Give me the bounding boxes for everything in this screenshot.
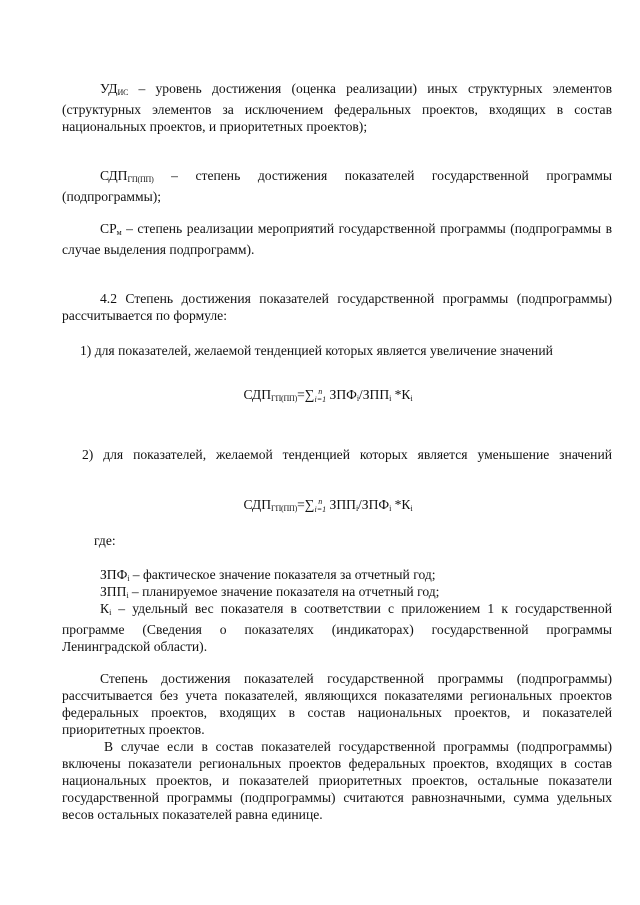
paragraph-equal-weights: В случае если в состав показателей государственной программы (подпрограммы) включены показатели региональных проектов федеральных проектов, входящих в состав национальных проектов, и показателей приоритетных проектов, остальные показатели государственной программы (подпрограммы) считаются равнозначными, сумма удельных весов остальных показателей равна единице.: [62, 739, 612, 822]
definition-ki: $К_i$ – удельный вес показателя в соответствии с приложением 1 к государственной программе (Сведения о показателях (индикаторах) государственной программы Ленинградской области).: [62, 601, 612, 654]
paragraph-sr-m: [62, 220, 612, 258]
definition-zpp: $ЗПП_i$ – планируемое значение показателя на отчетный год;: [100, 584, 440, 600]
definition-zpf: $ЗПФ_i$ – фактическое значение показателя за отчетный год;: [100, 567, 436, 583]
formula-increase: $СДП_{ГП(ПП)}=\sum$ n i=1 $ЗПФ_i/ЗПП_i$ $*К_i$: [243, 386, 413, 404]
list-item-decrease: 2) для показателей, желаемой тенденцией которых является уменьшение значений: [82, 447, 612, 462]
symbol-ud: УД: [100, 81, 118, 96]
symbol-sdp: СДП: [100, 168, 128, 183]
definition-text: – степень достижения показателей государственной программы (подпрограммы);: [62, 168, 612, 204]
paragraph-ud-is: [62, 80, 612, 135]
formula-decrease: $СДП_{ГП(ПП)}=\sum$ n i=1 $ЗПП_i/ЗПФ_i$ $*К_i$: [243, 496, 413, 514]
symbol-ud-subscript: ИС: [117, 88, 129, 97]
definition-text: – степень реализации мероприятий государственной программы (подпрограммы в случае выделения подпрограмм).: [62, 221, 612, 257]
sum-symbol: ∑: [304, 497, 315, 512]
definition-text: – уровень достижения (оценка реализации) иных структурных элементов (структурных элементов за исключением федеральных проектов, входящих в состав национальных проектов, и приоритетных проектов);: [62, 81, 612, 134]
symbol-sr: СР: [100, 221, 117, 236]
paragraph-degree-note: Степень достижения показателей государственной программы (подпрограммы) рассчитывается без учета показателей, являющихся показателями региональных проектов федеральных проектов, входящих в состав национальных проектов, и показателей приоритетных проектов.: [62, 671, 612, 737]
paragraph-4-2: 4.2 Степень достижения показателей государственной программы (подпрограммы) рассчитывается по формуле:: [62, 291, 612, 323]
where-label: где:: [94, 533, 116, 548]
sum-symbol: ∑: [304, 387, 315, 402]
symbol-sdp-subscript: ГП(ПП): [127, 175, 154, 184]
list-item-increase: 1) для показателей, желаемой тенденцией которых является увеличение значений: [80, 343, 553, 358]
symbol-sr-subscript: м: [116, 228, 122, 237]
paragraph-sdp-gp: [62, 167, 612, 205]
